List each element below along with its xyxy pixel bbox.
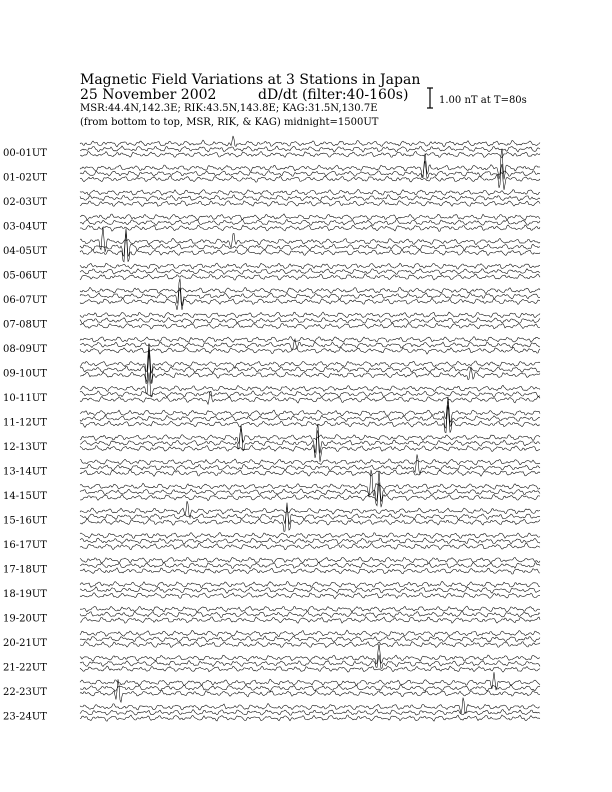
trace-msr bbox=[80, 617, 540, 623]
trace-rik bbox=[80, 195, 540, 201]
hour-label: 14-15UT bbox=[3, 491, 47, 502]
hour-label: 16-17UT bbox=[3, 540, 47, 551]
trace-msr bbox=[80, 593, 540, 599]
hour-label: 08-09UT bbox=[3, 344, 47, 355]
stations-info: MSR:44.4N,142.3E; RIK:43.5N,143.8E; KAG:31.5N,130.7E bbox=[80, 103, 378, 114]
trace-msr bbox=[80, 470, 540, 477]
trace-kag bbox=[80, 189, 540, 195]
trace-msr bbox=[80, 323, 540, 329]
trace-kag bbox=[80, 459, 540, 465]
filter-label: dD/dt (filter:40-160s) bbox=[258, 87, 409, 103]
trace-kag bbox=[80, 533, 540, 539]
trace-kag bbox=[80, 557, 540, 563]
chart-title: Magnetic Field Variations at 3 Stations in Japan bbox=[80, 72, 421, 88]
hour-label: 05-06UT bbox=[3, 270, 47, 282]
trace-msr bbox=[80, 430, 540, 462]
hour-label: 21-22UT bbox=[3, 662, 47, 674]
trace-kag bbox=[80, 214, 540, 220]
trace-msr bbox=[80, 679, 540, 702]
hour-label: 10-11UT bbox=[3, 393, 47, 404]
trace-msr bbox=[80, 151, 540, 157]
trace-rik bbox=[80, 562, 540, 569]
scale-bar bbox=[427, 88, 433, 108]
trace-rik bbox=[80, 278, 540, 306]
trace-kag bbox=[80, 287, 540, 293]
trace-msr bbox=[80, 543, 540, 550]
trace-kag bbox=[80, 672, 540, 690]
trace-msr bbox=[80, 483, 540, 508]
trace-rik bbox=[80, 587, 540, 594]
trace-kag bbox=[80, 426, 540, 444]
trace-rik bbox=[80, 268, 540, 274]
trace-kag bbox=[80, 337, 540, 343]
trace-kag bbox=[80, 227, 540, 252]
trace-rik bbox=[80, 317, 540, 323]
trace-rik bbox=[80, 161, 540, 179]
trace-msr bbox=[80, 405, 540, 433]
hour-label: 01-02UT bbox=[3, 172, 47, 184]
trace-msr bbox=[80, 568, 540, 574]
trace-rik bbox=[80, 146, 540, 152]
trace-kag bbox=[80, 606, 540, 612]
hour-label: 17-18UT bbox=[3, 564, 47, 576]
trace-kag bbox=[80, 581, 540, 587]
hour-label: 15-16UT bbox=[3, 515, 47, 527]
trace-rik bbox=[80, 229, 540, 257]
hour-label: 20-21UT bbox=[3, 638, 47, 649]
hour-label: 19-20UT bbox=[3, 613, 47, 625]
chart-date: 25 November 2002 bbox=[80, 87, 217, 103]
hour-label: 03-04UT bbox=[3, 221, 47, 233]
trace-msr bbox=[80, 715, 540, 721]
trace-kag bbox=[80, 149, 540, 180]
hour-label: 04-05UT bbox=[3, 246, 47, 257]
scale-bar-label: 1.00 nT at T=80s bbox=[439, 95, 527, 106]
hour-label: 07-08UT bbox=[3, 319, 47, 331]
trace-rik bbox=[80, 219, 540, 225]
trace-msr bbox=[80, 225, 540, 231]
hour-label: 18-19UT bbox=[3, 589, 47, 600]
trace-rik bbox=[80, 611, 540, 617]
trace-msr bbox=[80, 201, 540, 207]
trace-msr bbox=[80, 391, 540, 404]
trace-rik bbox=[80, 710, 540, 716]
trace-kag bbox=[80, 373, 540, 397]
trace-kag bbox=[80, 630, 540, 637]
trace-kag bbox=[80, 263, 540, 269]
hour-label: 23-24UT bbox=[3, 711, 47, 723]
trace-rik bbox=[80, 538, 540, 544]
hour-label: 22-23UT bbox=[3, 687, 47, 698]
trace-rik bbox=[80, 471, 540, 502]
trace-rik bbox=[80, 454, 540, 474]
trace-msr bbox=[80, 274, 540, 280]
trace-kag bbox=[80, 312, 540, 318]
station-order-note: (from bottom to top, MSR, RIK, & KAG) midnight=1500UT bbox=[80, 117, 379, 128]
traces bbox=[80, 136, 540, 721]
trace-msr bbox=[80, 353, 540, 384]
hour-label: 12-13UT bbox=[3, 442, 47, 453]
hour-label: 06-07UT bbox=[3, 295, 47, 306]
hour-labels bbox=[3, 148, 47, 723]
trace-rik bbox=[80, 505, 540, 525]
hour-label: 11-12UT bbox=[3, 417, 47, 429]
hour-label: 13-14UT bbox=[3, 466, 47, 478]
trace-kag bbox=[80, 136, 540, 147]
trace-rik bbox=[80, 636, 540, 642]
trace-kag bbox=[80, 644, 540, 664]
trace-rik bbox=[80, 391, 540, 397]
hour-label: 00-01UT bbox=[3, 148, 47, 159]
trace-msr bbox=[80, 164, 540, 190]
trace-msr bbox=[80, 642, 540, 648]
hour-label: 02-03UT bbox=[3, 197, 47, 208]
hour-label: 09-10UT bbox=[3, 368, 47, 380]
trace-msr bbox=[80, 666, 540, 672]
